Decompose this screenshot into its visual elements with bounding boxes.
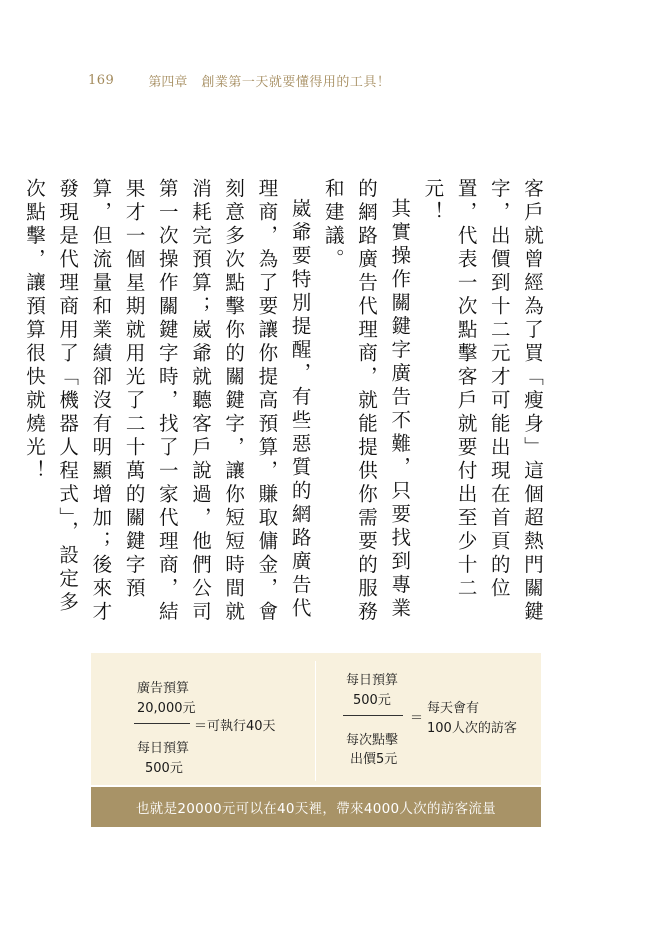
running-header <box>88 70 390 90</box>
daily-budget-value-right: 500元 <box>353 693 391 708</box>
panel-divider <box>315 661 316 781</box>
visitors-result-line1: 每天會有 <box>427 701 480 716</box>
days-result: ＝可執行40天 <box>194 719 276 734</box>
paragraph: 崴爺要特別提醒，有些惡質的網路廣告代理商，為了要讓你提高預算，賺取傭金，會刻意多次點擊你的關鍵字，讓你短短時間就消耗完預算；崴爺就聽客戶說過，他們公司第一次操作關鍵字時，找了一家代理商，結果才一個星期就用光了二十萬的關鍵字預算，但流量和業績卻沒有明顯增加；後來才發現是代理商用了「機器人程式」，設定多次點擊，讓預算很快就燒光！ <box>22 178 312 625</box>
paragraph: 客戶就曾經為了買「瘦身」這個超熱門關鍵字，出價到十二元才可能出現在首頁的位置，代表一次點擊客戶就要付出至少十二元！ <box>421 178 544 625</box>
summary-bar <box>91 787 541 827</box>
daily-budget-label-right: 每日預算 <box>346 673 399 688</box>
daily-budget-label: 每日預算 <box>137 741 190 756</box>
budget-label: 廣告預算 <box>137 681 190 696</box>
chapter-label: 第四章 <box>148 74 188 90</box>
fraction-line-right <box>343 715 403 716</box>
chapter-title: 創業第一天就要懂得用的工具！ <box>201 74 391 90</box>
visitors-result-line2: 100人次的訪客 <box>427 721 517 736</box>
fraction-line <box>134 723 190 724</box>
summary-text: 也就是20000元可以在40天裡，帶來4000人次的訪客流量 <box>136 801 496 817</box>
budget-value: 20,000元 <box>137 701 196 716</box>
formula-panel <box>91 653 541 785</box>
cost-per-click-value: 出價5元 <box>350 752 398 767</box>
page-number: 169 <box>88 72 115 88</box>
equals-sign: ＝ <box>410 711 424 726</box>
paragraph: 其實操作關鍵字廣告不難，只要找到專業的網路廣告代理商，就能提供你需要的服務和建議。 <box>321 178 412 625</box>
body-text <box>18 178 549 626</box>
cost-per-click-label: 每次點擊 <box>346 733 399 748</box>
daily-budget-value: 500元 <box>145 761 183 776</box>
